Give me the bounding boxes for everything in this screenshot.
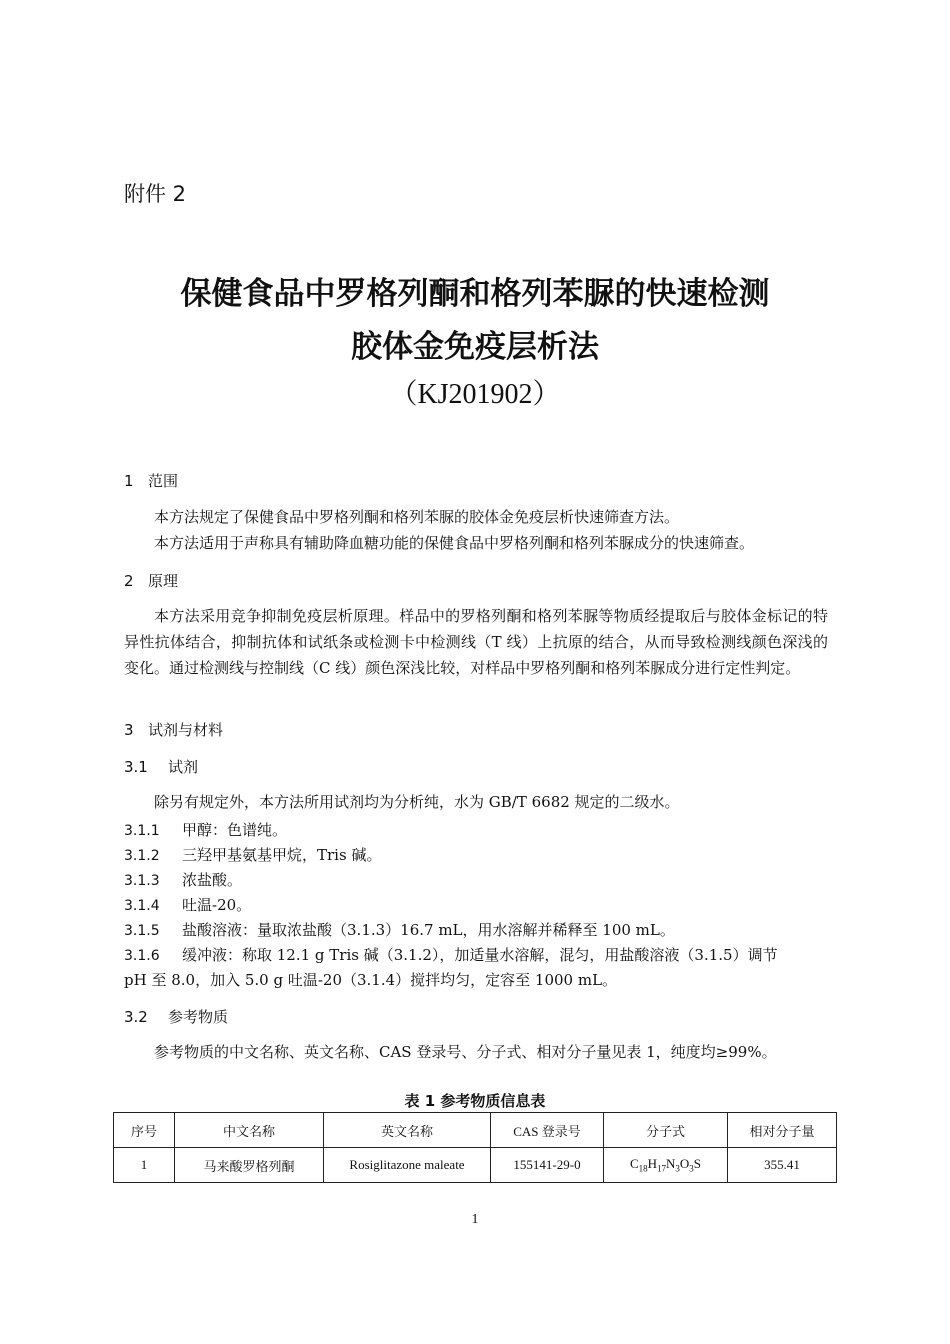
list-item: 3.1.4 吐温-20。 [124,896,252,914]
list-item-continuation: pH 至 8.0，加入 5.0 g 吐温-20（3.1.4）搅拌均匀，定容至 1000 mL。 [124,971,618,989]
column-header: 分子式 [604,1113,728,1148]
reference-table [113,1112,837,1183]
table-caption: 表 1 参考物质信息表 [404,1092,546,1110]
list-item: 3.1.5 盐酸溶液：量取浓盐酸（3.1.3）16.7 mL，用水溶解并稀释至 100 mL。 [124,921,675,939]
column-header: 英文名称 [324,1113,491,1148]
table-row [114,1148,837,1183]
section-3-2-paragraph: 参考物质的中文名称、英文名称、CAS 登录号、分子式、相对分子量见表 1，纯度均≥99%。 [154,1043,777,1061]
column-header: 中文名称 [175,1113,324,1148]
column-header: CAS 登录号 [491,1113,604,1148]
section-3-1-heading: 3.1 试剂 [124,758,199,776]
cell-english-name: Rosiglitazone maleate [324,1148,491,1183]
cell-cas: 155141-29-0 [491,1148,604,1183]
attachment-label: 附件 2 [124,182,187,206]
list-item: 3.1.1 甲醇：色谱纯。 [124,821,288,839]
document-title-line1: 保健食品中罗格列酮和格列苯脲的快速检测 [180,276,770,312]
page-number: 1 [471,1212,479,1227]
list-item: 3.1.2 三羟甲基氨基甲烷，Tris 碱。 [124,846,382,864]
section-3-heading: 3 试剂与材料 [124,721,224,739]
column-header: 相对分子量 [728,1113,837,1148]
document-code: （KJ201902） [389,379,561,410]
cell-molecular-weight: 355.41 [728,1148,837,1183]
section-1-paragraph-1: 本方法规定了保健食品中罗格列酮和格列苯脲的胶体金免疫层析快速筛查方法。 [154,508,680,526]
section-1-heading: 1 范围 [124,472,179,490]
list-item: 3.1.6 缓冲液：称取 12.1 g Tris 碱（3.1.2），加适量水溶解，混匀，用盐酸溶液（3.1.5）调节 [124,946,778,964]
section-2-paragraph: 本方法采用竞争抑制免疫层析原理。样品中的罗格列酮和格列苯脲等物质经提取后与胶体金标记的特异性抗体结合，抑制抗体和试纸条或检测卡中检测线（T 线）上抗原的结合，从而导致检测线颜色深浅的变化。通过检测线与控制线（C 线）颜色深浅比较，对样品中罗格列酮和格列苯脲成分进行定性判定。 [124,607,828,677]
section-3-2-heading: 3.2 参考物质 [124,1008,229,1026]
list-item: 3.1.3 浓盐酸。 [124,871,243,889]
document-title-line2: 胶体金免疫层析法 [351,329,599,365]
cell-formula: $C_{18}H_{17}N_3O_3S$ [604,1148,728,1183]
table-header-row [114,1113,837,1148]
cell-no: 1 [114,1148,175,1183]
section-2-heading: 2 原理 [124,572,179,590]
cell-chinese-name: 马来酸罗格列酮 [175,1148,324,1183]
section-3-1-paragraph: 除另有规定外，本方法所用试剂均为分析纯，水为 GB/T 6682 规定的二级水。 [154,793,680,811]
section-1-paragraph-2: 本方法适用于声称具有辅助降血糖功能的保健食品中罗格列酮和格列苯脲成分的快速筛查。 [154,534,755,552]
column-header: 序号 [114,1113,175,1148]
